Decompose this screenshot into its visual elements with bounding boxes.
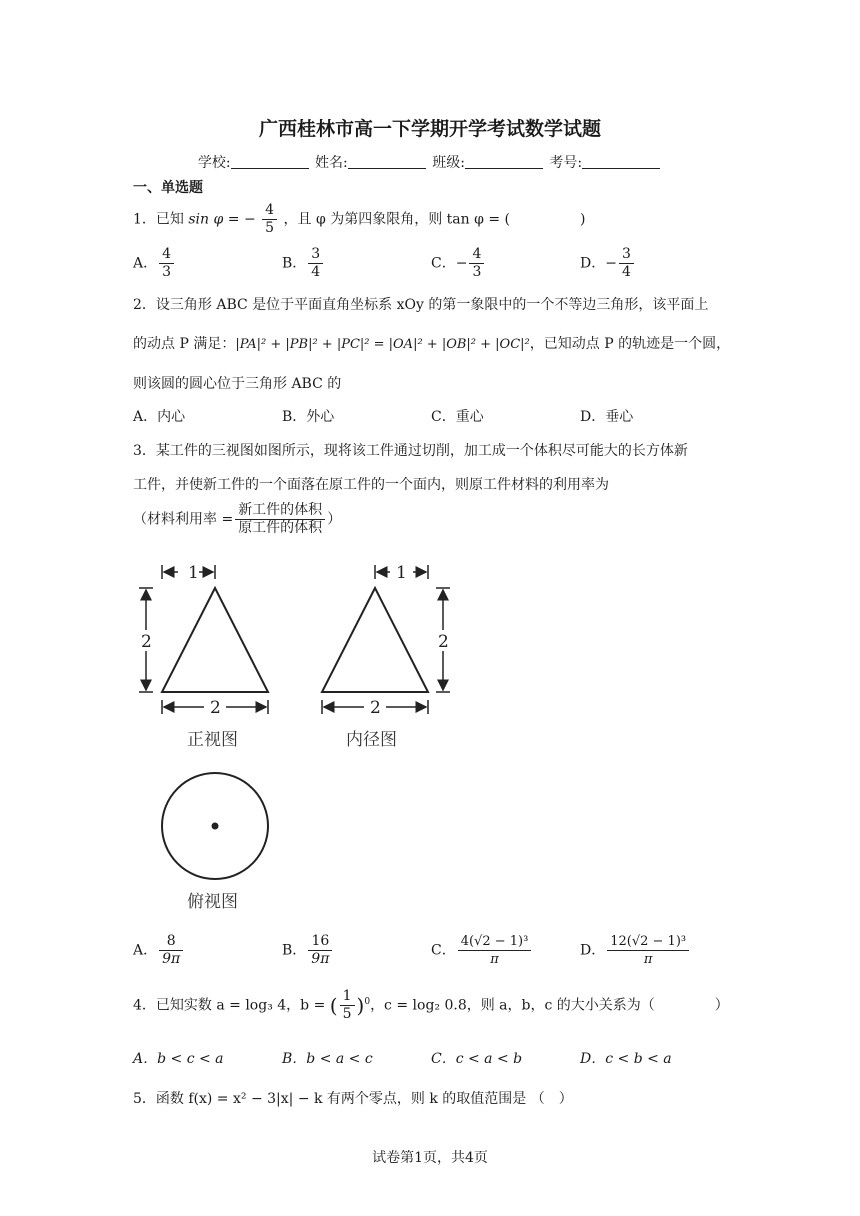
student-info-line — [0, 152, 860, 172]
front-base-dim: 2 — [210, 698, 221, 718]
top-view-label: 俯视图 — [187, 892, 238, 912]
side-top-dim: 1 — [396, 563, 407, 583]
q3-line-1: 3．某工件的三视图如图所示，现将该工件通过切削，加工成一个体积尽可能大的长方体新 — [133, 443, 688, 459]
page-footer: 试卷第1页，共4页 — [372, 1150, 488, 1166]
section-heading: 一、单选题 — [133, 180, 203, 196]
side-height-dim: 2 — [438, 632, 449, 652]
front-top-dim: 1 — [188, 563, 199, 583]
q2-option-d: D．垂心 — [580, 409, 634, 425]
q1-option-c: C．− $\frac{4}{3}$ — [431, 246, 486, 281]
q1-prefix: 1．已知 — [133, 211, 184, 228]
q3-option-d: D． $\frac{\text{12(√2 − 1)³}}{\pi}$ — [580, 933, 691, 968]
q4-option-a: A．b < c < a — [133, 1051, 224, 1067]
number-blank — [582, 154, 660, 169]
q1-sin: sin φ = − — [188, 211, 256, 228]
class-label: 班级: — [432, 155, 465, 171]
side-view-drawing — [322, 565, 450, 714]
q3-option-b: B． $\frac{16}{9\pi}$ — [282, 933, 334, 968]
q1-option-b: B． $\frac{3}{4}$ — [282, 246, 325, 281]
q2-option-b: B．外心 — [282, 409, 335, 425]
question-1 — [133, 202, 585, 237]
q4-option-b: B．b < a < c — [282, 1051, 373, 1067]
name-label: 姓名: — [315, 155, 348, 171]
q2-line-3: 则该圆的圆心位于三角形 ABC 的 — [133, 376, 342, 392]
side-base-dim: 2 — [370, 698, 381, 718]
q4-exponent: 0 — [364, 996, 371, 1007]
q3-option-c: C． $\frac{\text{4(√2 − 1)³}}{\pi}$ — [431, 933, 533, 968]
q2-option-a: A．内心 — [133, 409, 186, 425]
three-view-diagram — [120, 555, 480, 925]
q3-line-2: 工件，并使新工件的一个面落在原工件的一个面内，则原工件材料的利用率为 — [133, 477, 609, 493]
front-view-label: 正视图 — [187, 730, 238, 750]
front-view-drawing — [139, 565, 268, 714]
school-blank — [231, 154, 309, 169]
q1-mid: ，且 φ 为第四象限角，则 tan φ = ( — [283, 211, 510, 228]
q2-option-c: C．重心 — [431, 409, 484, 425]
q3-ratio: （材料利用率 = $\frac{\text{新工件的体积}}{\text{原工件的体积}}$ ） — [133, 502, 342, 536]
number-label: 考号: — [549, 155, 583, 171]
class-blank — [465, 154, 543, 169]
school-label: 学校: — [197, 155, 231, 171]
q3-option-a: A． $\frac{8}{9\pi}$ — [133, 933, 185, 968]
front-height-dim: 2 — [141, 632, 152, 652]
q1-end: ) — [580, 211, 586, 228]
q1-option-d: D．− $\frac{3}{4}$ — [580, 246, 636, 281]
q2-line-1: 2．设三角形 ABC 是位于平面直角坐标系 xOy 的第一象限中的一个不等边三角形，该平面上 — [133, 297, 709, 313]
top-view-drawing — [162, 773, 268, 879]
q4-option-c: C．c < a < b — [431, 1051, 523, 1067]
page-title: 广西桂林市高一下学期开学考试数学试题 — [258, 118, 601, 140]
q2-formula: |PA|² + |PB|² + |PC|² = |OA|² + |OB|² + |OC|² — [235, 337, 530, 352]
question-5: 5．函数 f(x) = x² − 3|x| − k 有两个零点，则 k 的取值范围是 （ ） — [133, 1091, 573, 1107]
q1-fraction: $\frac{4}{5}$ — [262, 202, 277, 237]
q1-option-a: A． $\frac{4}{3}$ — [133, 246, 176, 281]
question-4: 4．已知实数 a = log₃ 4，b = ( $\frac{1}{5}$ )$^0$，c = log₂ 0.8，则 a，b，c 的大小关系为（ ） — [133, 988, 729, 1022]
side-view-label: 内径图 — [346, 730, 397, 750]
name-blank — [348, 154, 426, 169]
q4-option-d: D．c < b < a — [580, 1051, 672, 1067]
q2-line-2: 的动点 P 满足：|PA|² + |PB|² + |PC|² = |OA|² + |OB|² + |OC|²，已知动点 P 的轨迹是一个圆， — [133, 336, 731, 352]
